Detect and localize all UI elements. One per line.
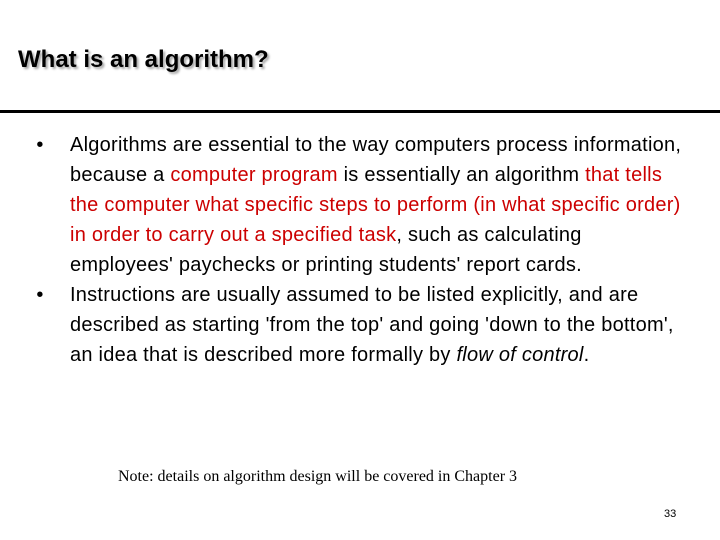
highlight-computer-program: computer program bbox=[170, 164, 338, 186]
footnote: Note: details on algorithm design will be covered in Chapter 3 bbox=[118, 468, 518, 485]
emphasis-flow-of-control: flow of control bbox=[456, 344, 584, 366]
bullet-marker: • bbox=[36, 284, 44, 306]
bullet-item-algorithms bbox=[30, 130, 690, 280]
bullet-item-instructions bbox=[30, 280, 690, 370]
text-segment: Algorithms are essential to the way computers process information, because a bbox=[70, 134, 682, 186]
text-segment: . bbox=[583, 344, 590, 366]
text-segment: Instructions are usually assumed to be listed explicitly, and are described as starting 'from the top' and going 'down to the bottom', an idea that is described more formally by bbox=[70, 284, 674, 366]
text-segment: , such as calculating employees' paychecks or printing students' report cards. bbox=[70, 224, 582, 276]
bullet-marker: • bbox=[36, 134, 44, 156]
slide-title: What is an algorithm? bbox=[18, 46, 269, 73]
bullet-text bbox=[70, 280, 690, 370]
page-number: 33 bbox=[664, 508, 677, 520]
text-segment: is essentially an algorithm bbox=[337, 164, 586, 186]
highlight-steps-definition: that tells the computer what specific steps to perform (in what specific order) in order to carry out a specified task bbox=[70, 164, 681, 246]
bullet-list bbox=[30, 130, 690, 370]
title-divider bbox=[0, 110, 720, 113]
bullet-text bbox=[70, 130, 690, 280]
